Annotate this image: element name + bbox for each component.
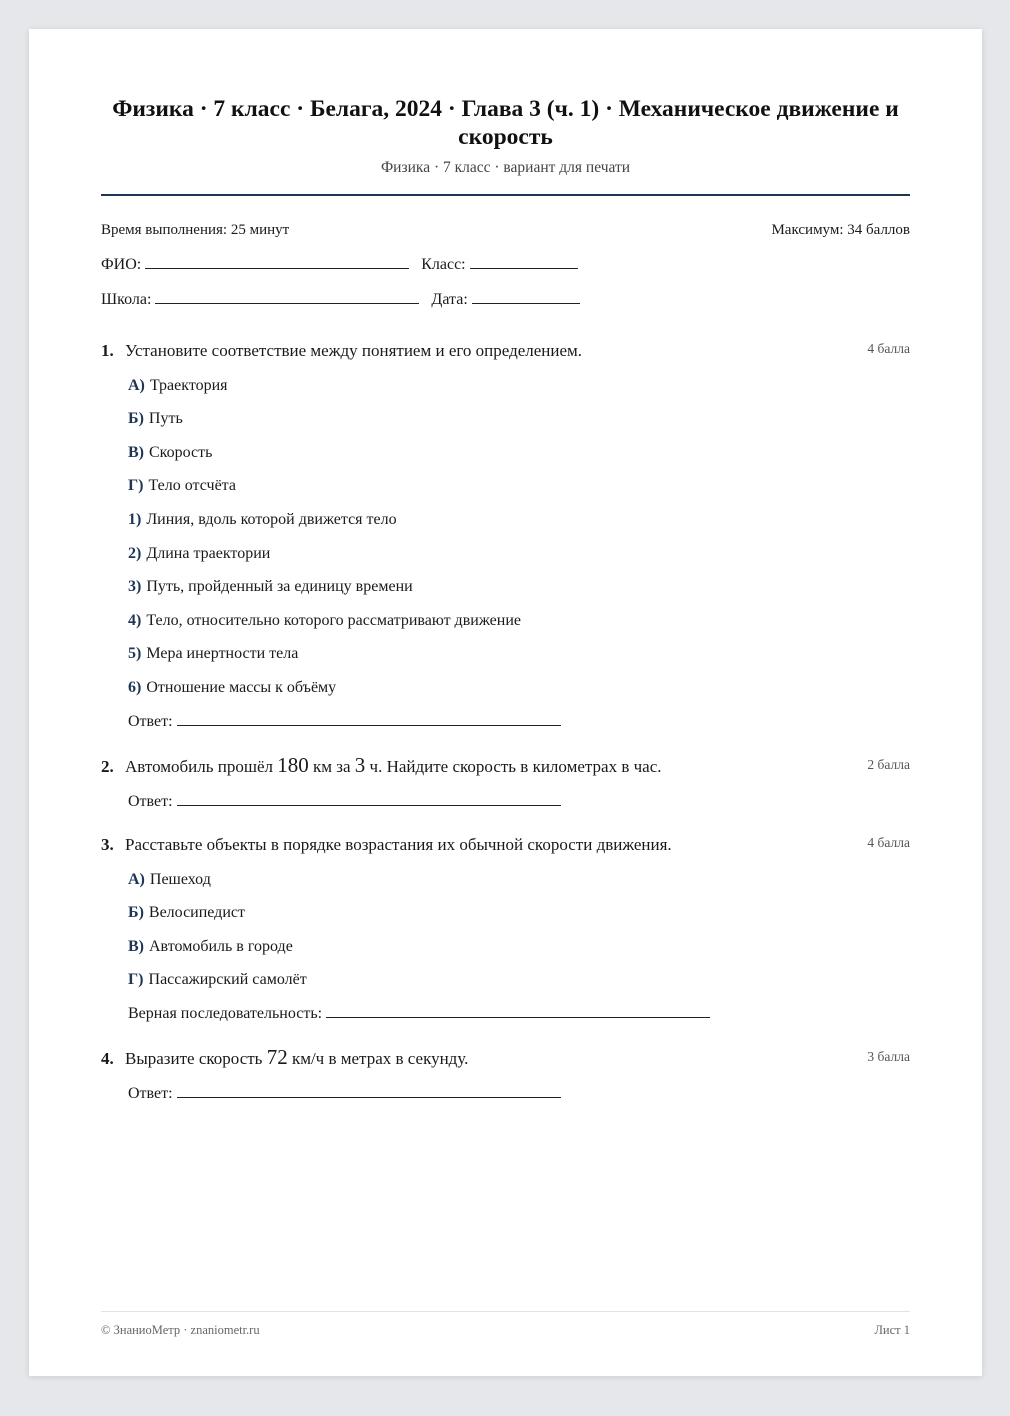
option-letter: В) bbox=[128, 443, 144, 461]
answer-row bbox=[128, 1003, 910, 1024]
option-list bbox=[128, 376, 910, 698]
answer-row bbox=[128, 791, 910, 812]
page-subtitle: Физика · 7 класс · вариант для печати bbox=[380, 159, 631, 176]
option-letter: Б) bbox=[128, 410, 144, 428]
option-text: Велосипедист bbox=[148, 904, 245, 922]
date-label: Дата: bbox=[431, 291, 468, 308]
class-label: Класс: bbox=[421, 256, 466, 273]
school-blank[interactable] bbox=[155, 289, 419, 304]
footer-copyright: © ЗнаниоМетр · znaniometr.ru bbox=[101, 1323, 260, 1337]
question-text: Установите соответствие между понятием и его определением. bbox=[125, 341, 583, 360]
option-text: Отношение массы к объёму bbox=[146, 678, 337, 696]
option-item bbox=[128, 577, 910, 597]
answer-label: Ответ: bbox=[128, 1085, 173, 1103]
question-number: 1. bbox=[101, 341, 114, 360]
page-title: Физика · 7 класс · Белага, 2024 · Глава 3 (ч. 1) · Механическое движение и скорость bbox=[112, 96, 899, 150]
answer-blank[interactable] bbox=[177, 711, 561, 726]
worksheet-page bbox=[29, 29, 982, 1376]
option-letter: Г) bbox=[128, 971, 144, 989]
option-letter: 2) bbox=[128, 544, 142, 562]
answer-row bbox=[128, 1083, 910, 1104]
question-text: Расставьте объекты в порядке возрастания их обычной скорости движения. bbox=[125, 834, 672, 854]
option-text: Тело, относительно которого рассматривают движение bbox=[146, 611, 521, 629]
header-divider bbox=[101, 194, 910, 196]
option-letter: 5) bbox=[128, 645, 142, 663]
question-text-part: км за bbox=[308, 756, 355, 776]
option-text: Пассажирский самолёт bbox=[148, 971, 307, 989]
time-limit: Время выполнения: 25 минут bbox=[101, 222, 290, 238]
option-item bbox=[128, 937, 910, 957]
option-letter: 6) bbox=[128, 678, 142, 696]
question-head bbox=[101, 1046, 910, 1070]
question-text bbox=[125, 754, 910, 778]
option-item bbox=[128, 476, 910, 496]
question-head bbox=[101, 754, 910, 778]
question-value: 72 bbox=[266, 1045, 288, 1070]
answer-blank[interactable] bbox=[177, 791, 561, 806]
option-text: Путь, пройденный за единицу времени bbox=[146, 578, 413, 596]
meta-row bbox=[101, 221, 910, 239]
class-blank[interactable] bbox=[470, 254, 578, 269]
question-4 bbox=[101, 1046, 910, 1104]
option-item bbox=[128, 870, 910, 890]
question-number: 3. bbox=[101, 834, 114, 854]
question-3 bbox=[101, 834, 910, 1024]
answer-label: Ответ: bbox=[128, 712, 173, 730]
question-points: 3 балла bbox=[867, 1049, 910, 1065]
page-footer bbox=[101, 1311, 910, 1338]
option-letter: 1) bbox=[128, 510, 142, 528]
question-head bbox=[101, 834, 910, 856]
option-text: Тело отсчёта bbox=[148, 477, 236, 495]
option-item bbox=[128, 903, 910, 923]
option-text: Пешеход bbox=[149, 870, 211, 888]
question-points: 4 балла bbox=[867, 834, 910, 850]
max-score: Максимум: 34 баллов bbox=[771, 222, 910, 238]
answer-label: Ответ: bbox=[128, 792, 173, 810]
option-letter: А) bbox=[128, 376, 145, 394]
option-item bbox=[128, 544, 910, 564]
date-blank[interactable] bbox=[472, 289, 580, 304]
option-item bbox=[128, 409, 910, 429]
worksheet-content bbox=[101, 29, 910, 1104]
fio-class-row bbox=[101, 254, 910, 274]
option-letter: 3) bbox=[128, 578, 142, 596]
option-letter: Г) bbox=[128, 477, 144, 495]
question-number: 4. bbox=[101, 1049, 114, 1069]
option-list bbox=[128, 870, 910, 991]
question-text bbox=[125, 1046, 910, 1070]
option-item bbox=[128, 678, 910, 698]
answer-blank[interactable] bbox=[177, 1083, 561, 1098]
option-letter: 4) bbox=[128, 611, 142, 629]
school-label: Школа: bbox=[101, 291, 152, 308]
option-text: Линия, вдоль которой движется тело bbox=[146, 510, 397, 528]
question-number: 2. bbox=[101, 756, 114, 776]
school-date-row bbox=[101, 289, 910, 309]
question-text-part: км/ч в метрах в секунду. bbox=[287, 1049, 469, 1069]
question-2 bbox=[101, 754, 910, 812]
answer-label: Верная последовательность: bbox=[128, 1005, 323, 1023]
option-item bbox=[128, 510, 910, 530]
option-text: Длина траектории bbox=[146, 544, 271, 562]
question-head bbox=[101, 340, 910, 362]
option-text: Скорость bbox=[149, 443, 213, 461]
option-letter: В) bbox=[128, 937, 144, 955]
option-text: Мера инертности тела bbox=[146, 645, 299, 663]
option-item bbox=[128, 443, 910, 463]
question-points: 4 балла bbox=[867, 341, 910, 356]
option-letter: Б) bbox=[128, 904, 144, 922]
question-1 bbox=[101, 340, 910, 732]
answer-blank[interactable] bbox=[326, 1003, 710, 1018]
option-text: Путь bbox=[148, 410, 183, 428]
question-value: 3 bbox=[354, 752, 366, 777]
question-text-part: ч. Найдите скорость в километрах в час. bbox=[365, 756, 662, 776]
fio-label: ФИО: bbox=[101, 256, 142, 273]
question-text-part: Автомобиль прошёл bbox=[125, 756, 278, 776]
option-item bbox=[128, 970, 910, 990]
question-points: 2 балла bbox=[867, 756, 910, 772]
option-item bbox=[128, 376, 910, 396]
question-value: 180 bbox=[277, 752, 309, 777]
question-text-part: Выразите скорость bbox=[125, 1049, 267, 1069]
option-text: Траектория bbox=[149, 376, 228, 394]
answer-row bbox=[128, 711, 910, 732]
fio-blank[interactable] bbox=[145, 254, 409, 269]
option-item bbox=[128, 644, 910, 664]
option-text: Автомобиль в городе bbox=[149, 937, 293, 955]
footer-sheet-number: Лист 1 bbox=[874, 1323, 910, 1337]
option-letter: А) bbox=[128, 870, 145, 888]
option-item bbox=[128, 611, 910, 631]
